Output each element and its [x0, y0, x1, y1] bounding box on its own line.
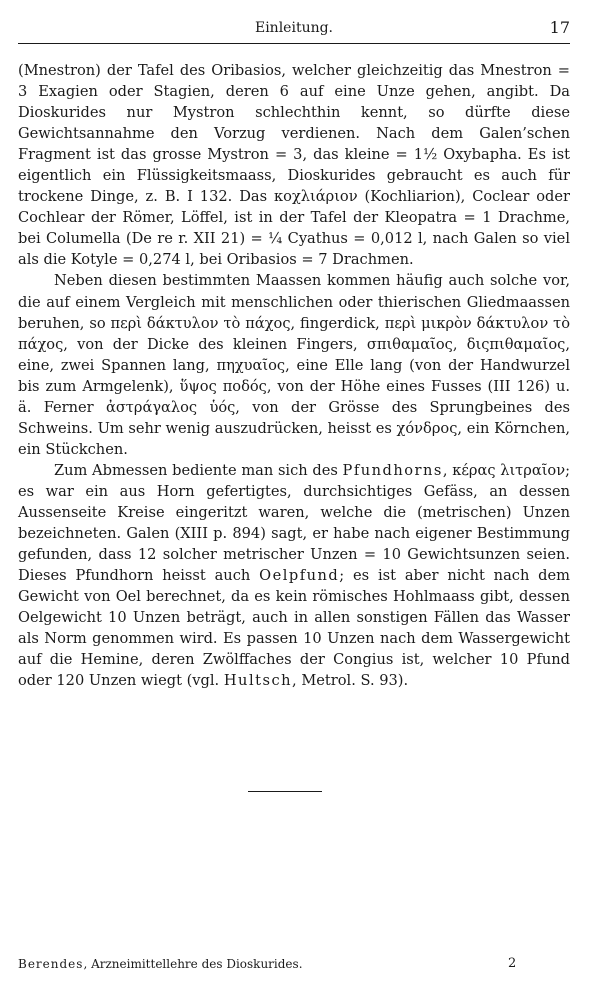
footer-author: Berendes	[18, 957, 84, 971]
page-number: 17	[549, 18, 570, 37]
body-text	[18, 60, 570, 691]
running-header	[18, 18, 570, 42]
paragraph-3-text-a: Zum Abmessen bediente man sich des	[54, 461, 343, 479]
paragraph-3	[18, 460, 570, 692]
header-rule	[18, 43, 570, 44]
paragraph-3-text-b: , κέρας λιτραῖον; es war ein aus Horn gefertigtes, durchsichtiges Gefäss, an dessen Aussenseite Kreise eingeritzt waren, welche die (metrischen) Unzen bezeichneten. Galen (XIII p. 894) sagt, er habe nach eigener Bestimmung gefunden, dass 12 solcher metrischer Unzen = 10 Gewichtsunzen seien. Dieses Pfundhorn heisst auch	[18, 461, 570, 585]
paragraph-1-text: (Mnestron) der Tafel des Oribasios, welcher gleichzeitig das Mnestron = 3 Exagien oder Stagien, deren 6 auf eine Unze gehen, angibt. Da Dioskurides nur Mystron schlechthin kennt, so dürfte diese Gewichtsannahme den Vorzug verdienen. Nach dem Galen’schen Fragment ist das grosse Mystron = 3, das kleine = 1½ Oxybapha. Es ist eigentlich ein Flüssigkeitsmaass, Dioskurides gebraucht es auch für trockene Dinge, z. B. I 132. Das κοχλιάριον (Kochliarion), Coclear oder Cochlear der Römer, Löffel, ist in der Tafel der Kleopatra = 1 Drachme, bei Columella (De re r. XII 21) = ¼ Cyathus = 0,012 l, nach Galen so viel als die Kotyle = 0,274 l, bei Oribasios = 7 Drachmen.	[18, 62, 570, 269]
footer-work: , Arzneimittellehre des Dioskurides.	[83, 957, 303, 971]
paragraph-2-text: Neben diesen bestimmten Maassen kommen häufig auch solche vor, die auf einem Vergleich mit menschlichen oder thierischen Gliedmaassen beruhen, so περὶ δάκτυλον τὸ πάχος, fingerdick, περὶ μικρὸν δάκτυλον τὸ πάχος, von der Dicke des kleinen Fingers, σπιθαμαῖος, διςπιθαμαῖος, eine, zwei Spannen lang, πηχυαῖος, eine Elle lang (von der Handwurzel bis zum Armgelenk), ὕψος ποδός, von der Höhe eines Fusses (III 126) u. ä. Ferner ἀστράγαλος ὑός, von der Grösse des Sprungbeines des Schweins. Um sehr wenig auszudrücken, heisst es χόνδρος, ein Körnchen, ein Stückchen.	[18, 272, 570, 458]
paragraph-1	[18, 60, 570, 270]
footer-note	[18, 957, 303, 971]
section-end-rule	[248, 791, 322, 792]
paragraph-3-text-c: ; es ist aber nicht nach dem Gewicht von Oel berechnet, da es kein römisches Hohlmaass gibt, dessen Oelgewicht 10 Unzen beträgt, auch in allen sonstigen Fällen das Wasser als Norm genommen wird. Es passen 10 Unzen nach dem Wassergewicht auf die Hemine, deren Zwölffaches der Congius ist, welcher 10 Pfund oder 120 Unzen wiegt (vgl.	[18, 567, 570, 690]
paragraph-3-text-d: , Metrol. S. 93).	[292, 672, 409, 690]
page-footer	[18, 956, 570, 974]
term-pfundhorns: Pfundhorns	[342, 461, 443, 479]
paragraph-2	[18, 270, 570, 459]
author-hultsch: Hultsch	[223, 672, 293, 690]
signature-mark: 2	[508, 956, 517, 971]
term-oelpfund: Oelpfund	[259, 567, 340, 585]
running-title: Einleitung.	[254, 20, 334, 36]
